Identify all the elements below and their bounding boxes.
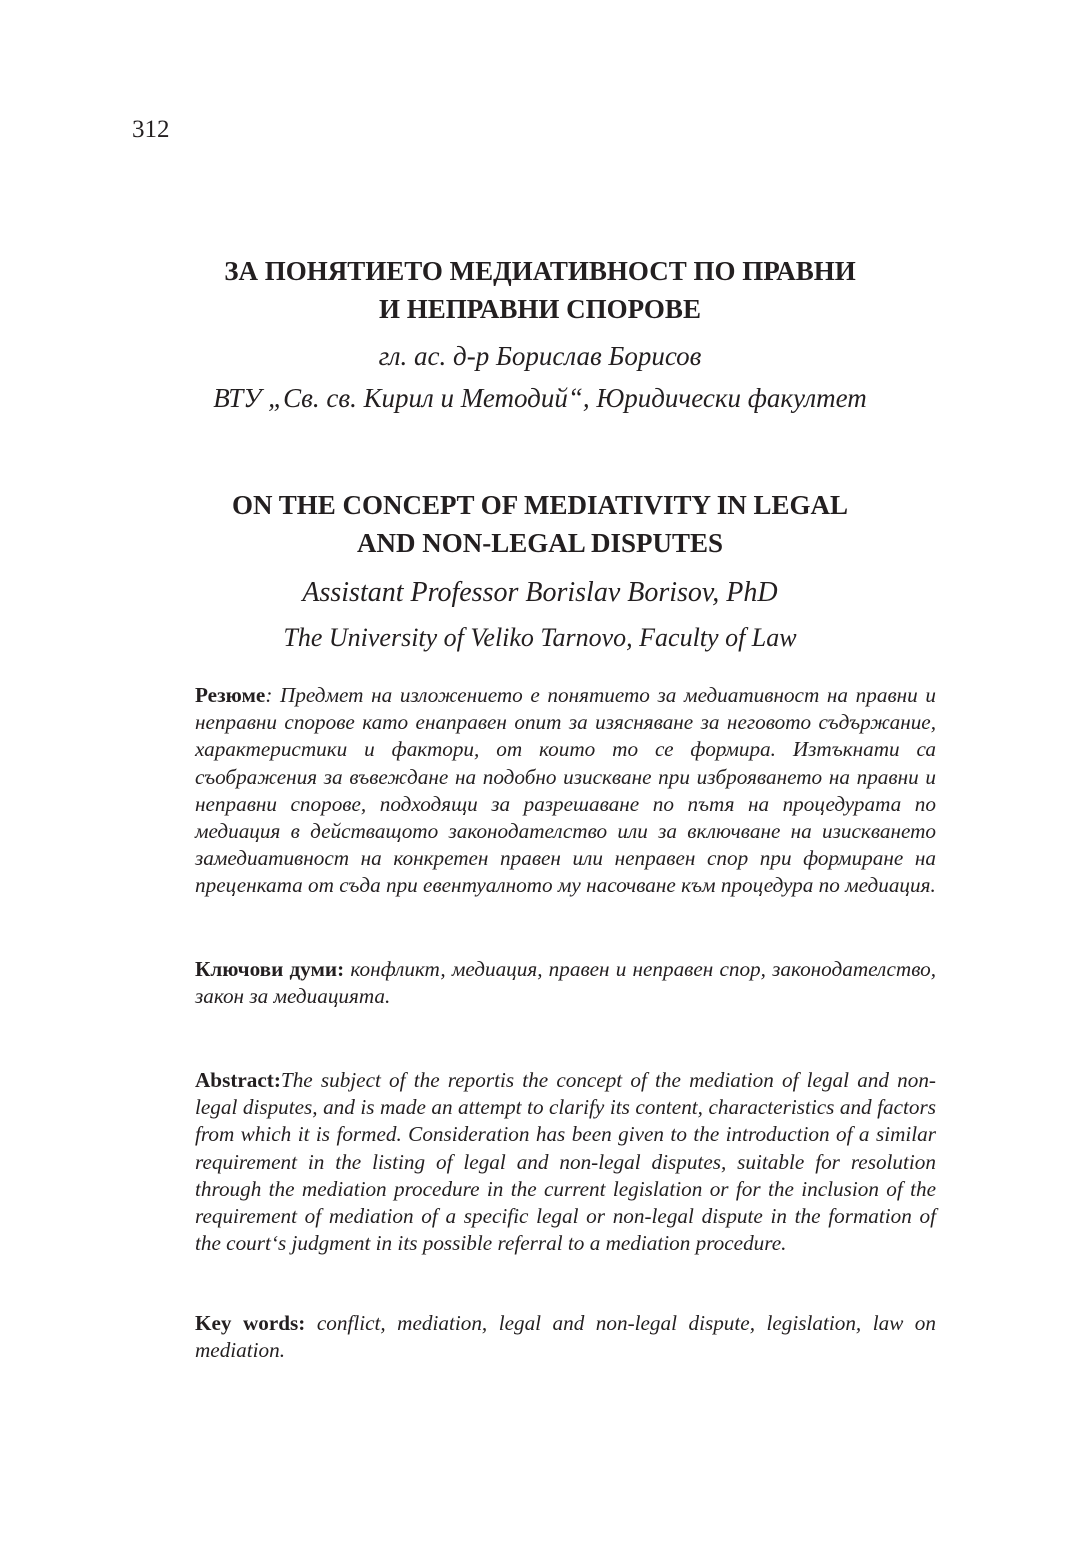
- title-english-line-2: AND NON-LEGAL DISPUTES: [356, 528, 724, 558]
- keywords-english-text: conflict, mediation, legal and non-legal dispute, legislation, law on mediation.: [195, 1311, 936, 1363]
- author-english: Assistant Professor Borislav Borisov, PhD: [302, 577, 778, 608]
- keywords-english: [195, 1310, 936, 1364]
- keywords-english-label: Key words:: [195, 1311, 306, 1335]
- title-english-line-1: ON THE CONCEPT OF MEDIATIVITY IN LEGAL: [231, 490, 849, 520]
- summary-text: : Предмет на изложението е понятието за медиативност на правни и неправни спорове като енаправен опит за изясняване за неговото съдържание, характеристики и фактори, от които то се формира. Изтъкнати са съображения за въвеждане на подобно изискване при изброяването на правни и неправни спорове, подходящи за разрешаване по пътя на процедурата по медиация в действащото законодателство или за включване на изискването замедиативност на конкретен правен или неправен спор при формиране на преценката от съда при евентуалното му насочване към процедура по медиация.: [195, 683, 936, 898]
- keywords-bulgarian-text: конфликт, медиация, правен и неправен спор, законодателство, закон за медиацията.: [195, 957, 936, 1009]
- page-number: 312: [132, 116, 170, 143]
- abstract-label: Abstract:: [195, 1068, 281, 1092]
- summary-label: Резюме: [195, 683, 266, 707]
- abstract-english: [195, 1067, 936, 1257]
- summary-bulgarian: [195, 682, 936, 900]
- title-english: [140, 486, 940, 562]
- title-bulgarian-line-2: И НЕПРАВНИ СПОРОВЕ: [379, 294, 701, 324]
- title-bulgarian-line-1: ЗА ПОНЯТИЕТО МЕДИАТИВНОСТ ПО ПРАВНИ: [224, 256, 856, 286]
- author-bulgarian: гл. ас. д-р Борислав Борисов: [378, 341, 702, 371]
- title-bulgarian: [140, 252, 940, 328]
- affiliation-bulgarian: ВТУ „Св. св. Кирил и Методий“, Юридически факултет: [213, 383, 867, 413]
- keywords-bulgarian: [195, 956, 936, 1010]
- keywords-bulgarian-label: Ключови думи:: [195, 957, 345, 981]
- abstract-text: The subject of the reportis the concept of the mediation of legal and non-legal disputes, and is made an attempt to clarify its content, characteristics and factors from which it is formed. Consideration has been given to the introduction of a similar requirement in the listing of legal and non-legal disputes, suitable for resolution through the mediation procedure in the current legislation or for the inclusion of the requirement of mediation of a specific legal or non-legal dispute in the formation of the court‘s judgment in its possible referral to a mediation procedure.: [195, 1068, 936, 1256]
- affiliation-english: The University of Veliko Tarnovo, Faculty of Law: [283, 623, 797, 652]
